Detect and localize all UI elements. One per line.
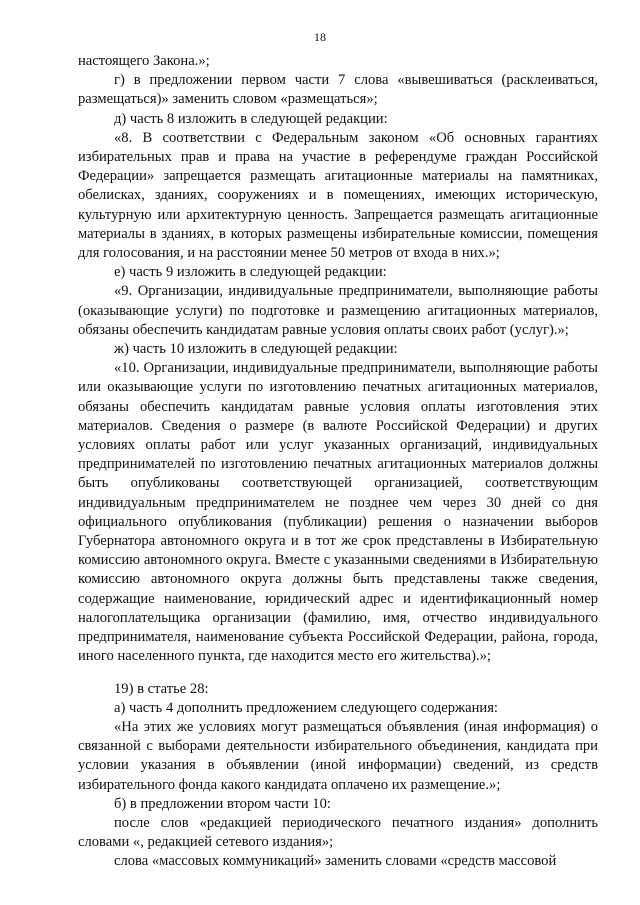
paragraph: слова «массовых коммуникаций» заменить словами «средств массовой [114,853,557,870]
paragraph: ж) часть 10 изложить в следующей редакции: [114,341,398,358]
paragraph: е) часть 9 изложить в следующей редакции: [114,264,387,281]
paragraph: «8. В соответствии с Федеральным законом «Об основных гарантиях избирательных прав и права на участие в референдуме граждан Российской Федерации» запрещается размещать агитационные материалы на памятниках, обелисках, зданиях, сооружениях и в помещениях, имеющих историческую, культурную или архитектурную ценность. Запрещается размещать агитационные материалы в зданиях, в которых размещены избирательные комиссии, помещения для голосования, и на расстоянии менее 50 метров от входа в них.»; [78,129,598,262]
paragraph: «9. Организации, индивидуальные предприниматели, выполняющие работы (оказывающие услуги) по подготовке и размещению агитационных материалов, обязаны обеспечить кандидатам равные условия оплаты своих работ (услуг).»; [78,283,598,338]
page-number: 18 [314,30,326,44]
paragraph: б) в предложении втором части 10: [114,795,331,812]
paragraph: г) в предложении первом части 7 слова «вывешиваться (расклеиваться, размещаться)» заменить словом «размещаться»; [78,72,598,108]
paragraph: д) часть 8 изложить в следующей редакции: [114,110,388,127]
paragraph: настоящего Закона.»; [78,53,210,69]
paragraph: 19) в статье 28: [114,680,209,697]
document-body [78,52,598,872]
paragraph: «10. Организации, индивидуальные предприниматели, выполняющие работы или оказывающие услуги по изготовлению печатных агитационных материалов, обязаны обеспечить кандидатам равные условия оплаты изготовления этих материалов. Сведения о размере (в валюте Российской Федерации) и других условиях оплаты работ или услуг указанных организаций, индивидуальных предпринимателей по изготовлению печатных агитационных материалов должны быть опубликованы соответствующей организацией, соответствующим индивидуальным предпринимателем не позднее чем через 30 дней со дня официального опубликования (публикации) решения о назначении выборов Губернатора автономного округа и в тот же срок представлены в Избирательную комиссию автономного округа. Вместе с указанными сведениями в Избирательную комиссию автономного округа должны быть представлены также сведения, содержащие наименование, юридический адрес и идентификационный номер налогоплательщика организации (фамилию, имя, отчество индивидуального предпринимателя, наименование субъекта Российской Федерации, района, города, иного населенного пункта, где находится место его жительства).»; [78,360,598,665]
paragraph: а) часть 4 дополнить предложением следующего содержания: [114,699,498,716]
paragraph: после слов «редакцией периодического печатного издания» дополнить словами «, редакцией сетевого издания»; [78,814,598,851]
paragraph: «На этих же условиях могут размещаться объявления (иная информация) о связанной с выборами деятельности избирательного объединения, кандидата при условии указания в объявлении (иной информации) сведений, из средств избирательного фонда какого кандидата оплачено их размещение.»; [78,718,598,793]
